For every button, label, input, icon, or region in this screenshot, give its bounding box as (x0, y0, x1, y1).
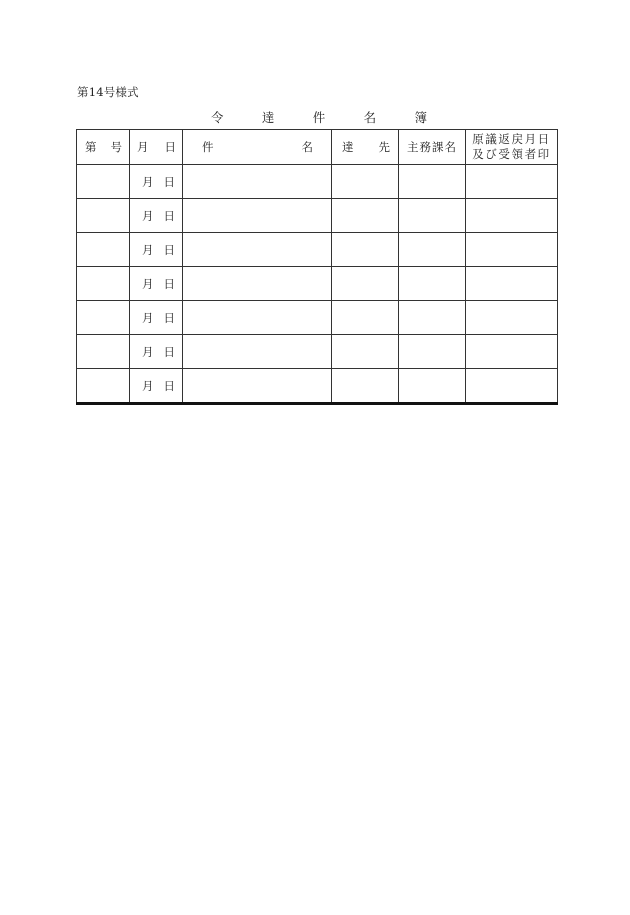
form-title (211, 108, 427, 126)
table-row (77, 199, 558, 233)
header-date (130, 130, 183, 165)
header-number (77, 130, 130, 165)
cell-department (399, 335, 466, 369)
form-number-label: 第14号様式 (77, 85, 139, 99)
header-department (399, 130, 466, 165)
cell-department (399, 199, 466, 233)
cell-item-name (183, 369, 332, 404)
table-row (77, 165, 558, 199)
cell-return-date (466, 301, 558, 335)
header-date-month: 月 (137, 140, 149, 154)
cell-date (130, 335, 183, 369)
title-char: 名 (363, 110, 377, 125)
table-row (77, 369, 558, 404)
cell-destination (332, 335, 399, 369)
cell-date (130, 301, 183, 335)
cell-day: 日 (163, 208, 175, 223)
cell-destination (332, 233, 399, 267)
cell-number (77, 301, 130, 335)
cell-month: 月 (142, 242, 154, 257)
cell-date (130, 267, 183, 301)
table-row (77, 267, 558, 301)
cell-month: 月 (142, 208, 154, 223)
cell-day: 日 (163, 276, 175, 291)
cell-number (77, 335, 130, 369)
cell-date (130, 369, 183, 404)
header-return-line1: 原議返戻月日 (472, 132, 551, 146)
title-char: 達 (261, 110, 275, 125)
header-item-name (183, 130, 332, 165)
cell-return-date (466, 267, 558, 301)
header-number-right: 号 (110, 140, 122, 154)
table-row (77, 233, 558, 267)
cell-number (77, 165, 130, 199)
cell-day: 日 (163, 242, 175, 257)
cell-department (399, 165, 466, 199)
header-item-left: 件 (202, 140, 214, 154)
header-return-date (466, 130, 558, 165)
cell-item-name (183, 233, 332, 267)
cell-date (130, 199, 183, 233)
cell-month: 月 (142, 310, 154, 325)
cell-return-date (466, 165, 558, 199)
cell-destination (332, 165, 399, 199)
table-row (77, 301, 558, 335)
header-date-day: 日 (164, 140, 176, 154)
cell-department (399, 369, 466, 404)
cell-day: 日 (163, 310, 175, 325)
cell-destination (332, 369, 399, 404)
table-row (77, 335, 558, 369)
cell-item-name (183, 267, 332, 301)
cell-month: 月 (142, 378, 154, 393)
cell-item-name (183, 199, 332, 233)
cell-day: 日 (163, 378, 175, 393)
cell-return-date (466, 369, 558, 404)
title-char: 簿 (414, 110, 427, 125)
title-char: 令 (211, 110, 224, 125)
cell-number (77, 199, 130, 233)
cell-return-date (466, 199, 558, 233)
cell-day: 日 (163, 344, 175, 359)
cell-destination (332, 301, 399, 335)
cell-department (399, 301, 466, 335)
register-table (76, 129, 558, 405)
cell-number (77, 233, 130, 267)
cell-department (399, 267, 466, 301)
cell-destination (332, 267, 399, 301)
header-row (77, 130, 558, 165)
cell-month: 月 (142, 344, 154, 359)
header-item-right: 名 (301, 140, 313, 154)
header-return-line2: 及び受領者印 (472, 147, 551, 161)
cell-number (77, 267, 130, 301)
header-number-left: 第 (85, 140, 97, 154)
cell-month: 月 (142, 174, 154, 189)
cell-date (130, 233, 183, 267)
cell-return-date (466, 233, 558, 267)
cell-date (130, 165, 183, 199)
cell-day: 日 (163, 174, 175, 189)
header-destination-right: 先 (378, 140, 390, 154)
cell-item-name (183, 165, 332, 199)
header-destination (332, 130, 399, 165)
cell-month: 月 (142, 276, 154, 291)
cell-number (77, 369, 130, 404)
cell-destination (332, 199, 399, 233)
cell-return-date (466, 335, 558, 369)
title-char: 件 (312, 110, 326, 125)
header-destination-left: 達 (342, 140, 354, 154)
header-department-label: 主務課名 (407, 140, 457, 154)
cell-item-name (183, 301, 332, 335)
cell-item-name (183, 335, 332, 369)
cell-department (399, 233, 466, 267)
